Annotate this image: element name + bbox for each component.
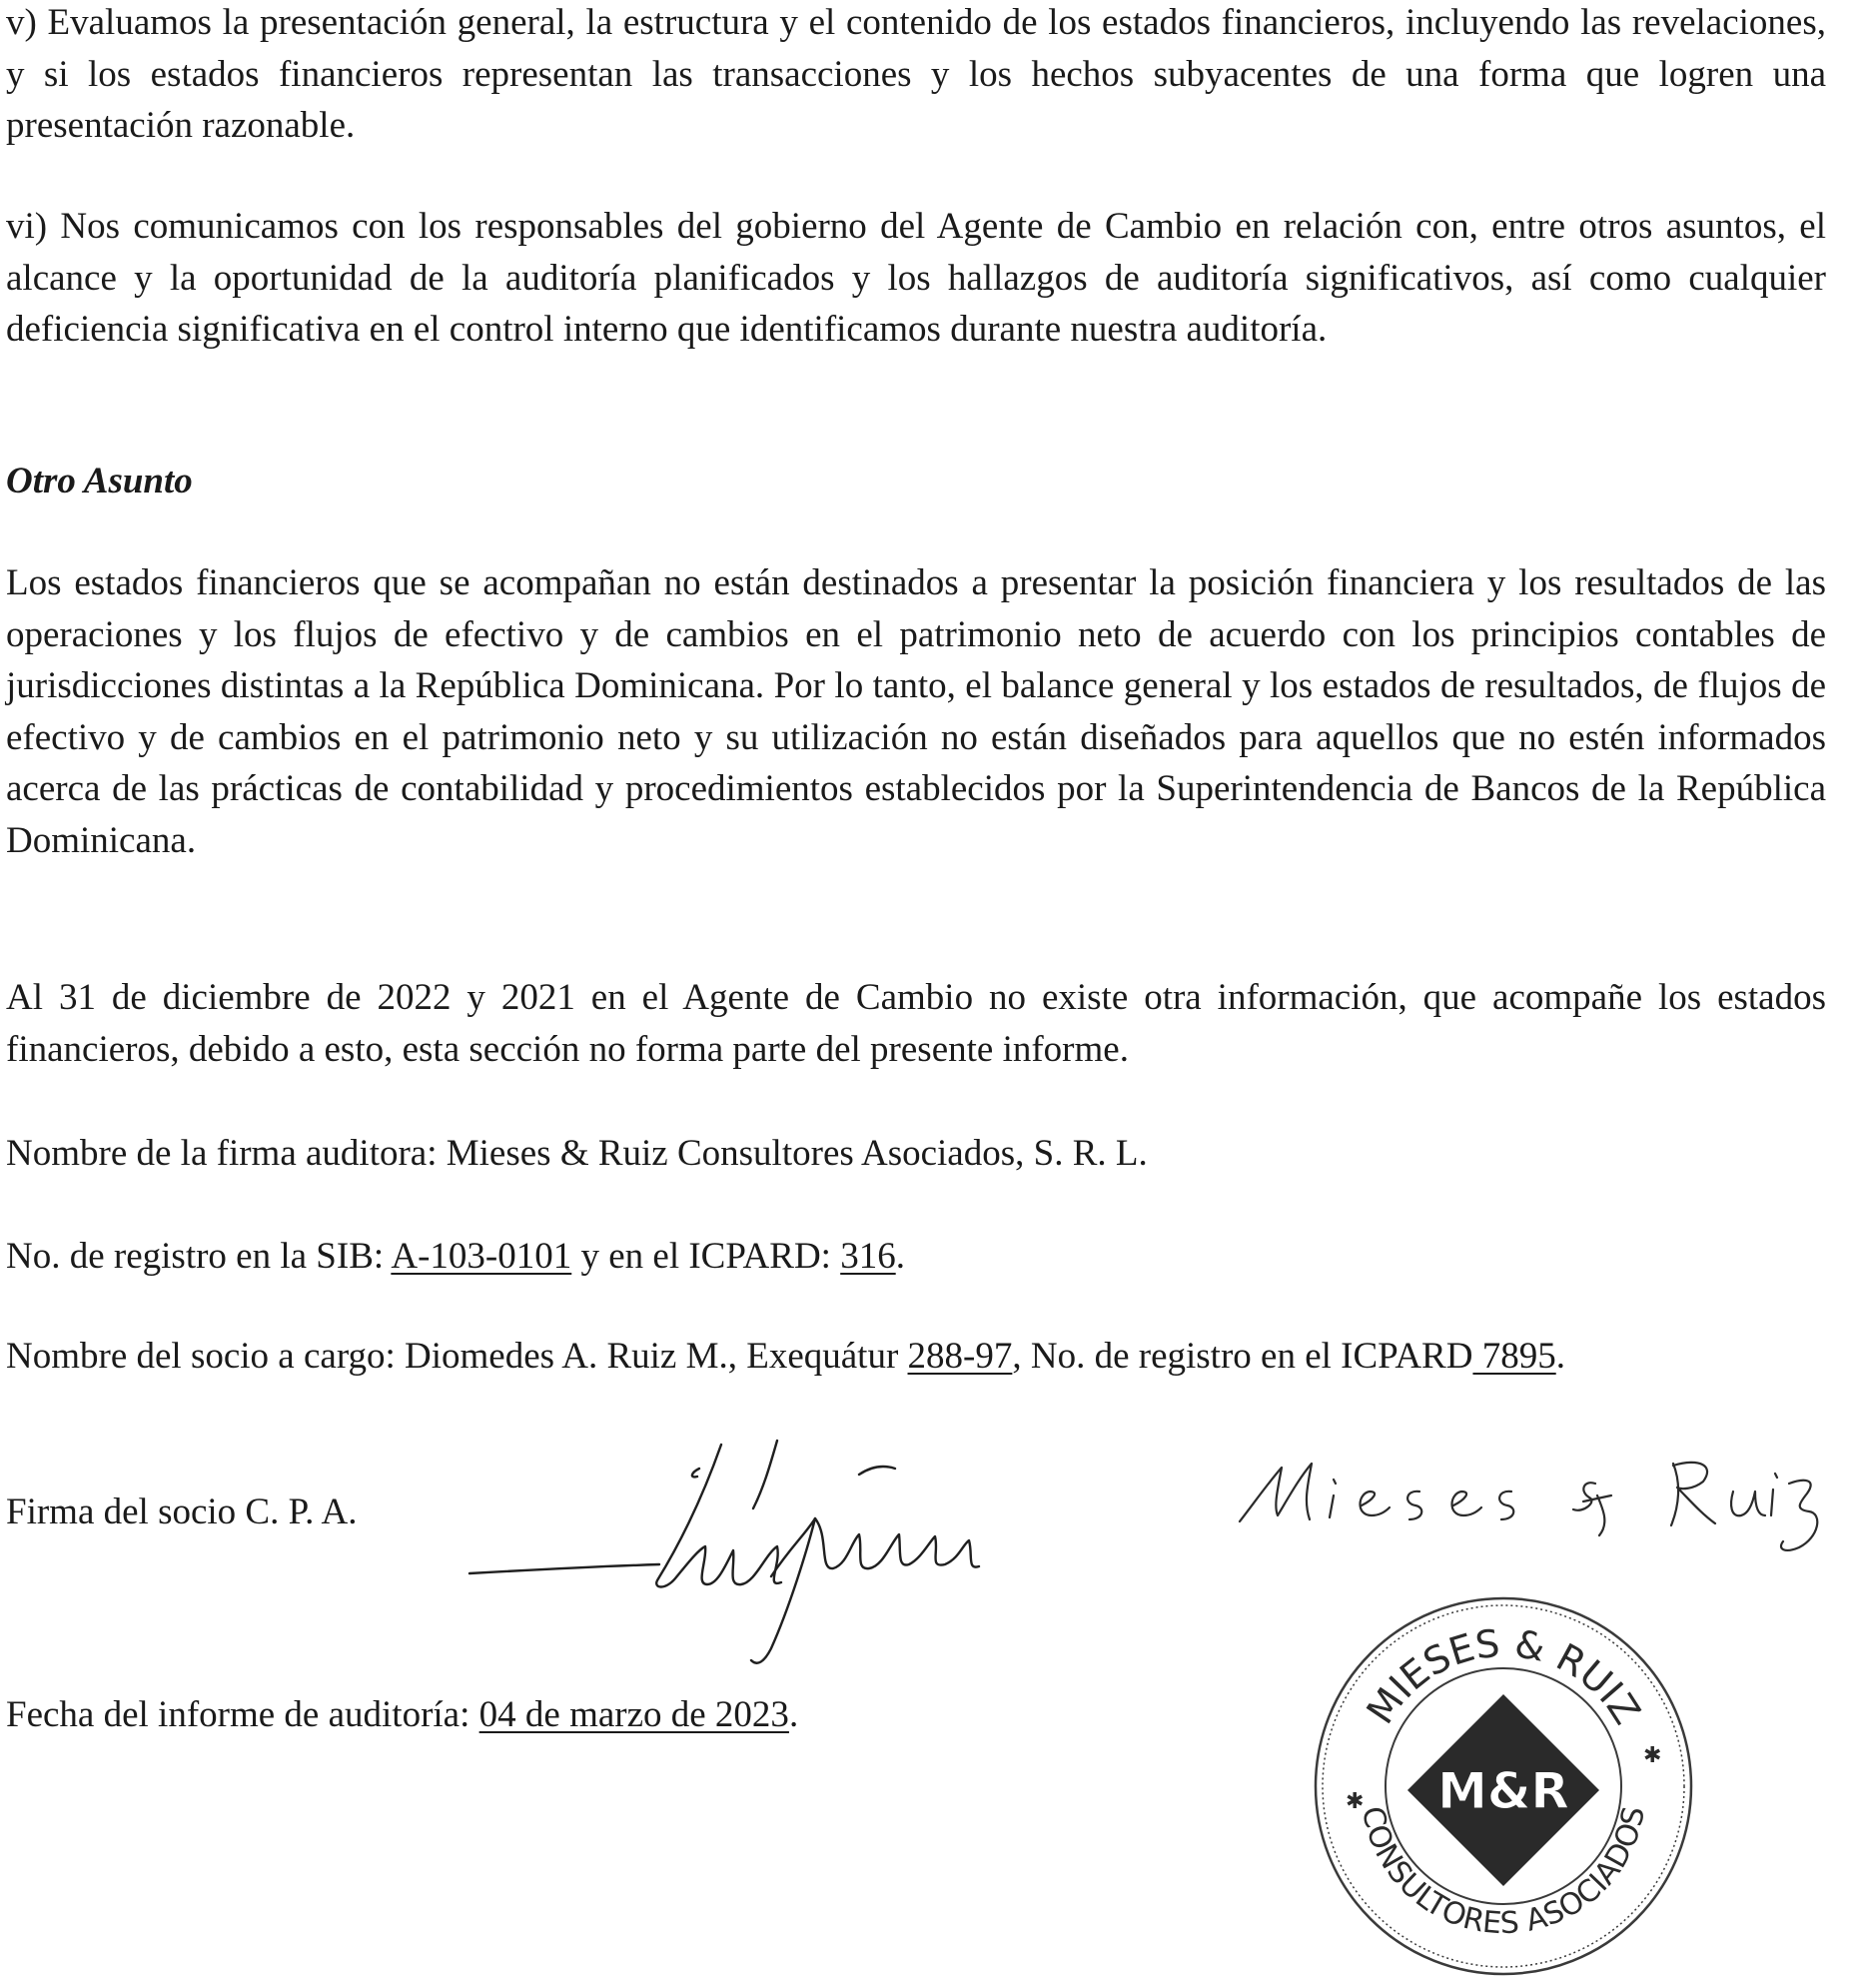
registro-icpard-value: 316 [840,1236,896,1277]
socio-line [6,1331,1565,1383]
heading-otro-asunto: Otro Asunto [6,461,193,501]
stamp-logo-icon [1407,1694,1599,1886]
stamp-star-left-icon: ✱ [1346,1789,1365,1814]
firma-auditora-label: Nombre de la firma auditora: [6,1133,447,1174]
fecha-value: 04 de marzo de 2023 [478,1694,789,1735]
fecha-end: . [788,1694,799,1735]
firma-auditora-value: Mieses & Ruiz Consultores Asociados, S. R. L. [446,1133,1148,1174]
registro-end: . [895,1236,905,1277]
fecha-label: Fecha del informe de auditoría: [6,1694,479,1735]
paragraph-otra-informacion: Al 31 de diciembre de 2022 y 2021 en el Agente de Cambio no existe otra información, que acompañe los estados financieros, debido a esto, esta sección no forma parte del presente informe. [6,977,1826,1070]
stamp-star-right-icon: ✱ [1643,1743,1662,1768]
paragraph-vi: vi) Nos comunicamos con los responsables del gobierno del Agente de Cambio en relación con, entre otros asuntos, el alcance y la oportunidad de la auditoría planificados y los hallazgos de auditoría significativos, así como cualquier deficiencia significativa en el control interno que identificamos durante nuestra auditoría. [6,206,1826,350]
stamp-logo-text: M&R [1437,1762,1569,1820]
socio-icpard-value: 7895 [1472,1336,1556,1377]
registro-line [6,1231,905,1283]
firm-stamp [1304,1586,1703,1986]
registro-label: No. de registro en la SIB: [6,1236,392,1277]
socio-exequatur-value: 288-97 [907,1336,1013,1377]
socio-label: Nombre del socio a cargo: Diomedes A. Ruiz M., Exequátur [6,1336,908,1377]
stamp-bottom-text: CONSULTORES ASOCIADOS [1354,1803,1653,1942]
firma-socio-label: Firma del socio C. P. A. [6,1491,358,1532]
fecha-line [6,1689,798,1741]
registro-mid: y en el ICPARD: [571,1236,841,1277]
firma-auditora-line [6,1128,1148,1180]
partner-signature [460,1439,1059,1668]
socio-end: . [1555,1336,1565,1377]
stamp-top-text: MIESES & RUIZ [1358,1620,1649,1732]
paragraph-otro-asunto: Los estados financieros que se acompañan no están destinados a presentar la posición financiera y los resultados de las operaciones y los flujos de efectivo y de cambios en el patrimonio neto de acuerdo con los principios contables de jurisdicciones distintas a la República Dominicana. Por lo tanto, el balance general y los estados de resultados, de flujos de efectivo y de cambios en el patrimonio neto y su utilización no están diseñados para aquellos que no estén informados acerca de las prácticas de contabilidad y procedimientos establecidos por la Superintendencia de Bancos de la República Dominicana. [6,562,1826,861]
socio-mid: , No. de registro en el ICPARD [1012,1336,1473,1377]
registro-sib-value: A-103-0101 [391,1236,572,1277]
paragraph-v: v) Evaluamos la presentación general, la estructura y el contenido de los estados financieros, incluyendo las revelaciones, y si los estados financieros representan las transacciones y los hechos subyacentes de una forma que logren una presentación razonable. [6,2,1826,146]
